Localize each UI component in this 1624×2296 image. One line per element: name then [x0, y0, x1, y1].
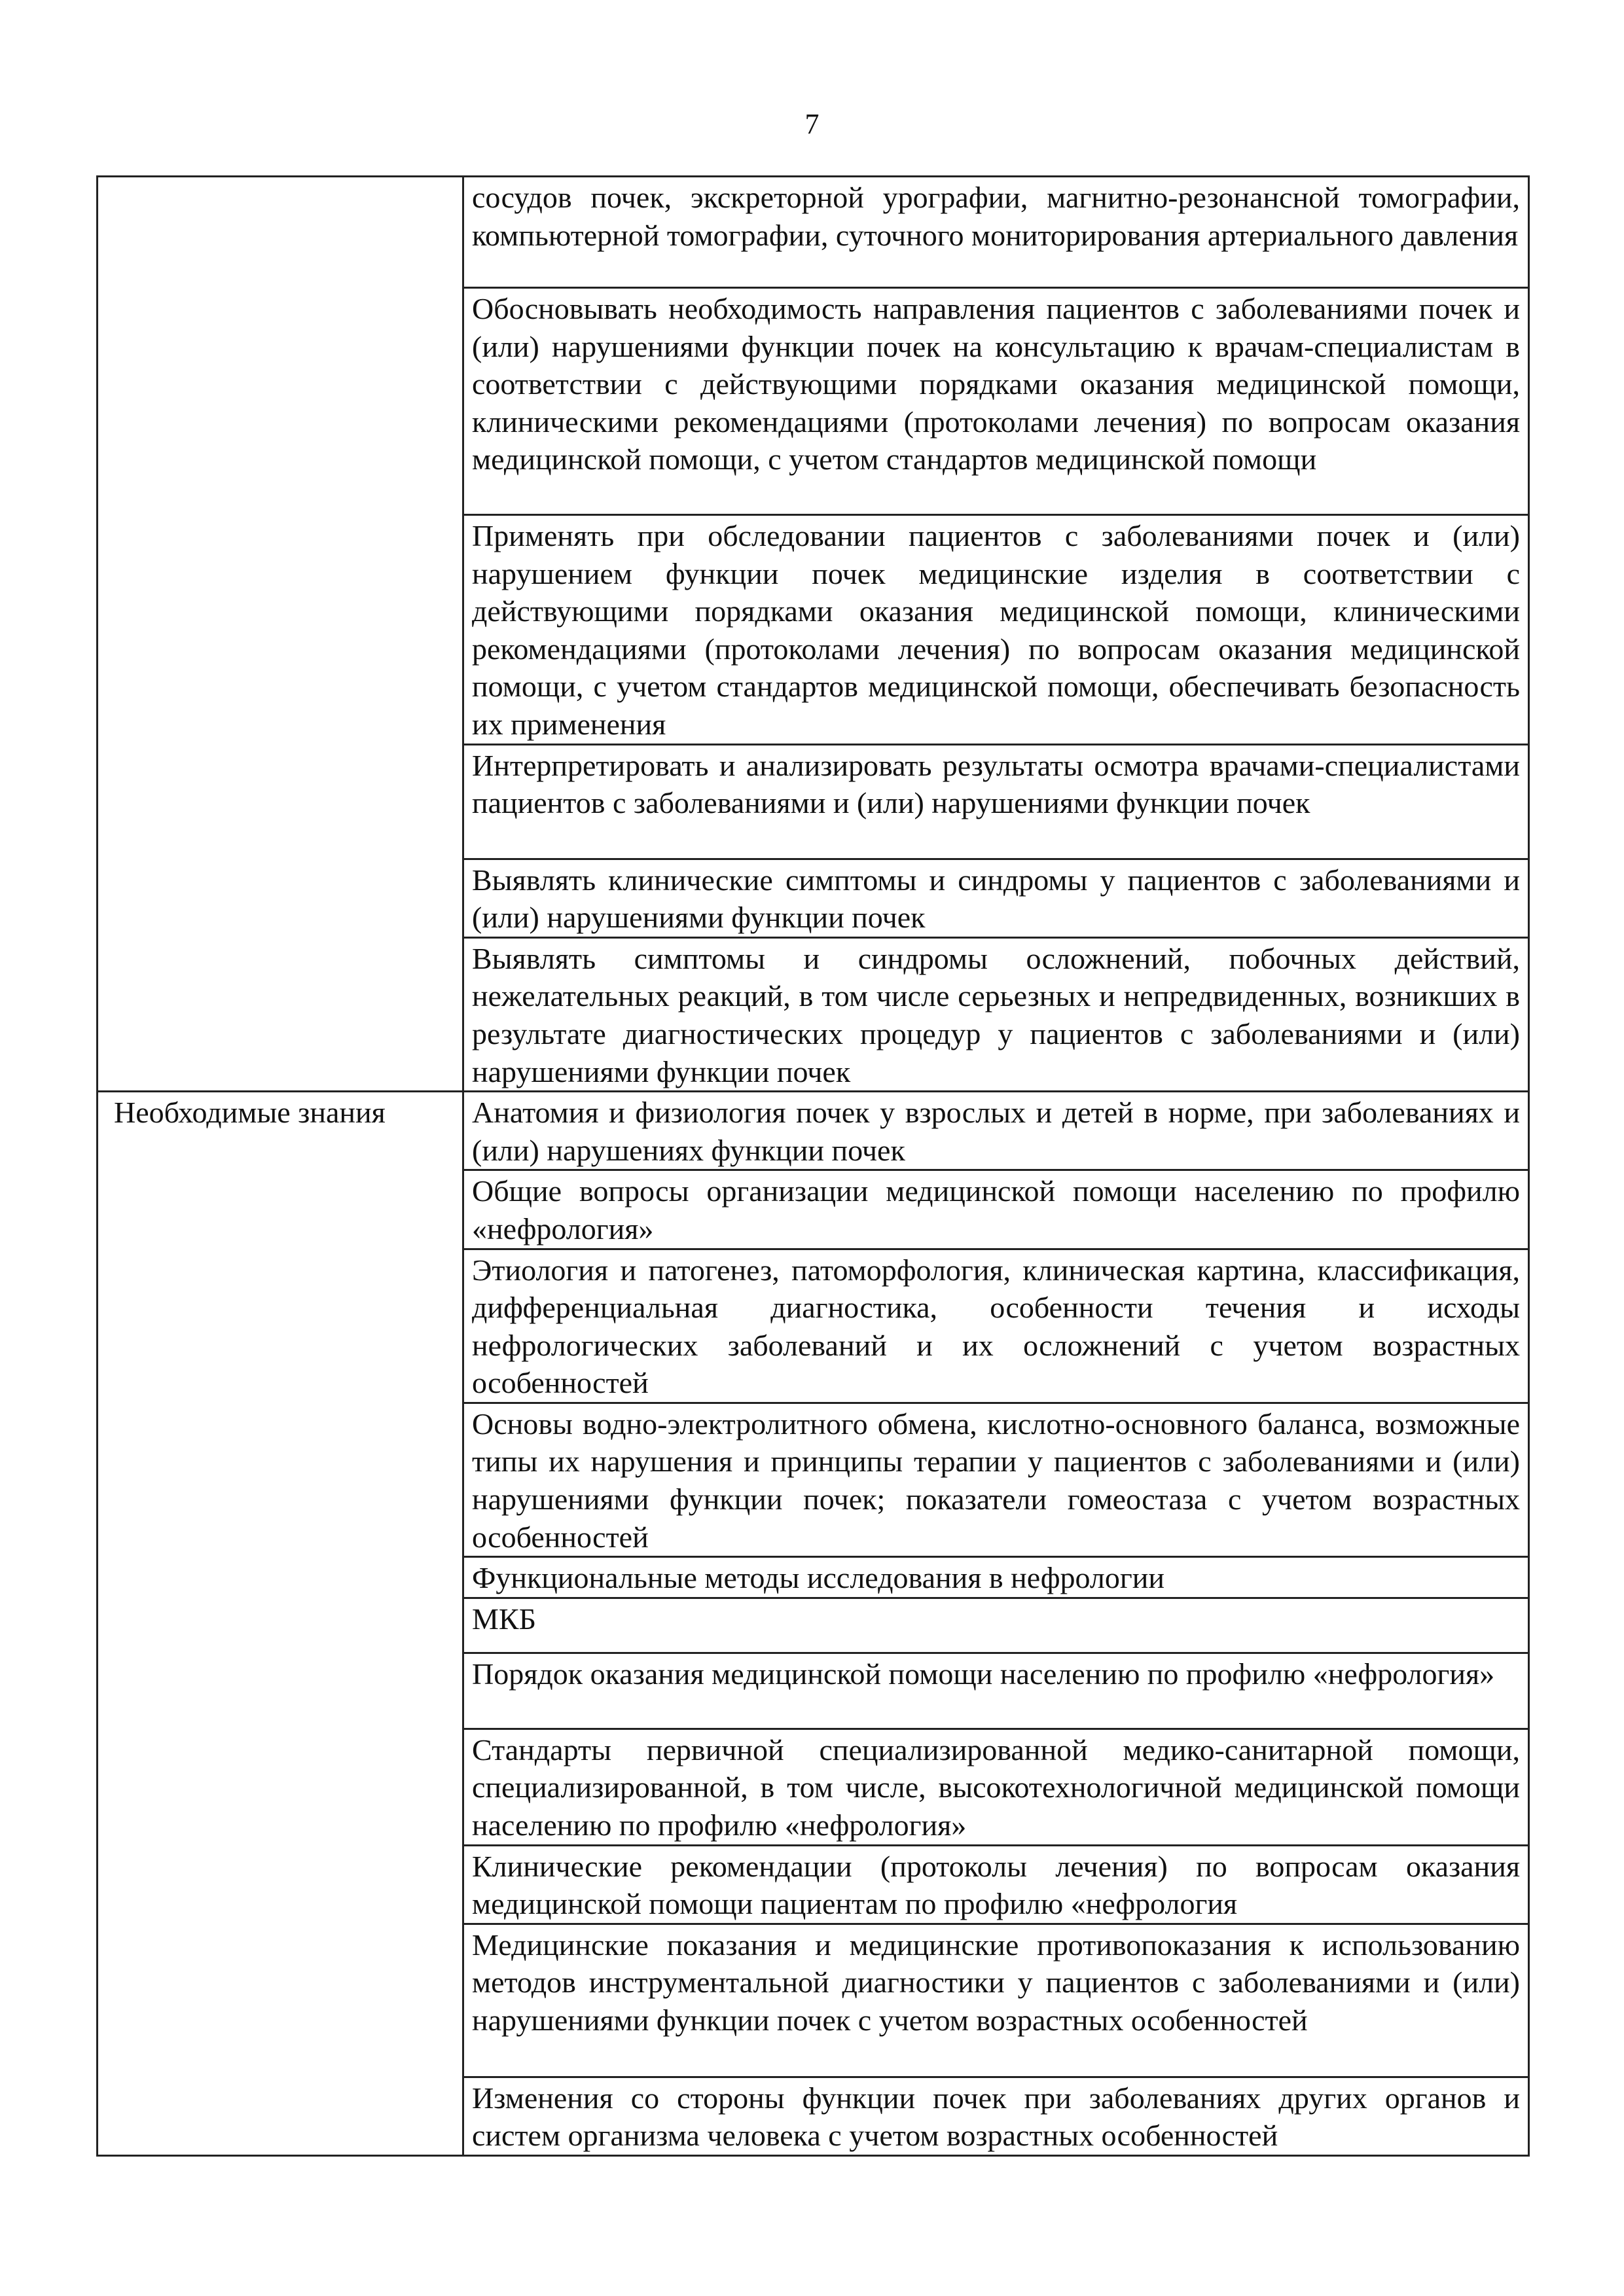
empty-label-cell: [98, 177, 463, 1092]
page-number: 7: [804, 108, 820, 140]
knowledge-cell: Медицинские показания и медицинские противопоказания к использованию методов инструментальной диагностики у пациентов с заболеваниями и (или) нарушениями функции почек с учетом возрастных особенностей: [463, 1924, 1529, 2077]
knowledge-cell: Клинические рекомендации (протоколы лечения) по вопросам оказания медицинской помощи пациентам по профилю «нефрология: [463, 1845, 1529, 1924]
knowledge-cell: Стандарты первичной специализированной медико-санитарной помощи, специализированной, в том числе, высокотехнологичной медицинской помощи населению по профилю «нефрология»: [463, 1729, 1529, 1845]
knowledge-cell: Изменения со стороны функции почек при заболеваниях других органов и систем организма человека с учетом возрастных особенностей: [463, 2077, 1529, 2155]
knowledge-label-cell: Необходимые знания: [98, 1092, 463, 2156]
table-row: [98, 1092, 1529, 1170]
skill-cell: Обосновывать необходимость направления пациентов с заболеваниями почек и (или) нарушениями функции почек на консультацию к врачам-специалистам в соответствии с действующими порядками оказания медицинской помощи, клиническими рекомендациями (протоколами лечения) по вопросам оказания медицинской помощи, с учетом стандартов медицинской помощи: [463, 288, 1529, 515]
knowledge-cell: Основы водно-электролитного обмена, кислотно-основного баланса, возможные типы их нарушения и принципы терапии у пациентов с заболеваниями и (или) нарушениями функции почек; показатели гомеостаза с учетом возрастных особенностей: [463, 1403, 1529, 1556]
competency-table: [96, 175, 1530, 2157]
skill-cell: Интерпретировать и анализировать результаты осмотра врачами-специалистами пациентов с заболеваниями и (или) нарушениями функции почек: [463, 744, 1529, 859]
skill-cell: Выявлять симптомы и синдромы осложнений, побочных действий, нежелательных реакций, в том числе серьезных и непредвиденных, возникших в результате диагностических процедур у пациентов с заболеваниями и (или) нарушениями функции почек: [463, 937, 1529, 1091]
knowledge-cell: Этиология и патогенез, патоморфология, клиническая картина, классификация, дифференциальная диагностика, особенности течения и исходы нефрологических заболеваний и их осложнений с учетом возрастных особенностей: [463, 1249, 1529, 1403]
table-row: [98, 177, 1529, 288]
knowledge-cell: Анатомия и физиология почек у взрослых и детей в норме, при заболеваниях и (или) нарушениях функции почек: [463, 1092, 1529, 1170]
skill-cell: сосудов почек, экскреторной урографии, магнитно-резонансной томографии, компьютерной томографии, суточного мониторирования артериального давления: [463, 177, 1529, 288]
knowledge-cell: МКБ: [463, 1598, 1529, 1653]
skill-cell: Выявлять клинические симптомы и синдромы у пациентов с заболеваниями и (или) нарушениями функции почек: [463, 859, 1529, 937]
skill-cell: Применять при обследовании пациентов с заболеваниями почек и (или) нарушением функции почек медицинские изделия в соответствии с действующими порядками оказания медицинской помощи, клиническими рекомендациями (протоколами лечения) по вопросам оказания медицинской помощи, с учетом стандартов медицинской помощи, обеспечивать безопасность их применения: [463, 515, 1529, 745]
knowledge-cell: Функциональные методы исследования в нефрологии: [463, 1557, 1529, 1598]
knowledge-cell: Порядок оказания медицинской помощи населению по профилю «нефрология»: [463, 1653, 1529, 1729]
knowledge-cell: Общие вопросы организации медицинской помощи населению по профилю «нефрология»: [463, 1170, 1529, 1249]
